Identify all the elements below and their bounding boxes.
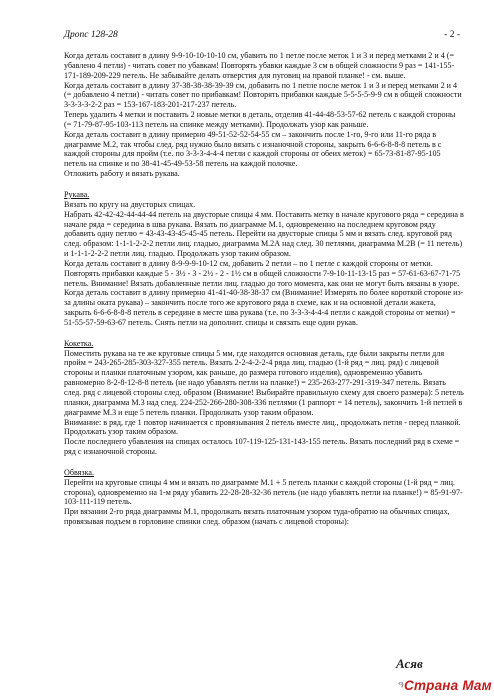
paragraph: Теперь удалить 4 метки и поставить 2 новые метки в деталь, отделив 41-44-48-53-57-62 петель с каждой стороны (= 71-79-87-95-103-113 петель на спинке между метками). Продолжать узор как раньше. xyxy=(64,110,456,129)
paragraph: Когда деталь составит в длину 37-38-38-38-39-39 см, добавить по 1 петле после меток 1 и 3 и перед метками 2 и 4 (= добавлено 4 петли) - читать совет по прибавкам! Повторять прибавки каждые 5-5-5-5-9-9 см в общей сложности 3-3-3-3-2-2 раз = 153-167-183-201-217-237 петель. xyxy=(64,80,462,110)
section-heading-sleeve: Рукава. xyxy=(64,189,90,199)
section-heading-binding: Обвязка. xyxy=(64,467,95,477)
paragraph: Поместить рукава на те же круговые спицы 5 мм, где находится основная деталь, где были закрыты петли для пройм = 243-265-285-303-327-355 петель. Вязать 2-2-4-2-2-4 ряда лиц. гладью (1-й ряд = лиц. ряд) с лицевой стороны и планки платочным узором, как раньше, до размера готового изделия), одновременно убавить равномерно 8-2-8-12-8-8 петель (не надо убавлять петли на планке!) = 235-263-277-291-319-347 петель. Вязать след. ряд с лицевой стороны след. образом (Внимание! Выбирайте правильную схему для своего размера): 5 петель планки, диаграмма М.3 над след. 224-252-266-280-308-336 петлями (1 раппорт = 14 петель), закончить 1-й петлей в диаграмме М.3 и еще 5 петель планки. Продолжать узор таким образом. xyxy=(64,348,464,417)
page-number: - 2 - xyxy=(444,30,460,40)
author-signature: Асяв xyxy=(396,656,423,671)
paragraph: Перейти на круговые спицы 4 мм и вязать по диаграмме М.1 + 5 петель планки с каждой стороны (1-й ряд = лиц. сторона), одновременно на 1-м ряду убавить 22-28-28-32-36 петель (не надо убавлять петли на планке!) = 85-91-97-103-111-119 петель. xyxy=(64,477,463,507)
paragraph: Вязать по кругу на двусторых спицах. xyxy=(64,199,196,209)
paragraph: Набрать 42-42-42-44-44-44 петель на двусторые спицы 4 мм. Поставить метку в начале кругового ряда = середина в начале ряда = середина в шва рукава. Вязать по диаграмме М.1, одновременно на последнем круговом ряду добавить одну петлю = 43-43-43-45-45-45 петель. Перейти на двусторые спицы 5 мм и вязать след. круговой ряд след. образом: 1-1-1-2-2-2 петли лиц. гладью, диаграмма М.2А над след. 30 петлями, диаграмма М.2В (= 11 петель) и 1-1-1-2-2-2 петли лиц. гладью. Продолжать узор таким образом. xyxy=(64,209,464,259)
section-heading-yoke: Кокетка. xyxy=(64,338,94,348)
paragraph: Внимание: в ряд, где 1 повтор начинается с провязывания 2 петель вместе лиц., продолжать петля - перед планкой. Продолжать узор таким образом. xyxy=(64,417,461,437)
paragraph: При вязании 2-го ряда диаграммы М.1, продолжать вязать платочным узором туда-обратно на обычных спицах, провязывая подъем в горловине спинки след. образом (начать с лицевой стороны): xyxy=(64,507,450,527)
paragraph: Когда деталь составит в длину примерно 49-51-52-52-54-55 см – закончить после 1-го, 9-го или 11-го ряда в диаграмме М.2, так чтобы след. ряд нужно было вязать с изнаночной стороны, закрыть 6-6-6-8-8-8 петель в с каждой стороны для пройм (т.е. по 3-3-3-4-4-4 петли с каждой стороны от обеих меток) = 65-73-81-87-95-105 петель на спинке и по 38-41-45-49-53-58 петель на каждой полочке. xyxy=(64,129,442,169)
document-body xyxy=(64,51,464,527)
site-watermark xyxy=(398,675,494,700)
watermark-text: Страна Мам xyxy=(404,678,492,693)
paragraph: После последнего убавления на спицах осталось 107-119-125-131-143-155 петель. Вязать последний ряд в схеме = ряд с изнаночной стороны. xyxy=(64,437,460,457)
document-title: Дропс 128-28 xyxy=(64,30,118,40)
paragraph: Когда деталь составит в длину 9-9-10-10-10-10 см, убавить по 1 петле после меток 1 и 3 и перед метками 2 и 4 (= убавлено 4 петли) - читать совет по убавкам! Повторять убавки каждые 3 см в общей сложности 9 раз = 141-155-171-189-209-229 петель. Не забывайте делать отверстия для пуговиц на правой планке! - см. выше. xyxy=(64,51,455,80)
stork-icon: ዓ xyxy=(398,680,404,691)
paragraph: Когда деталь составит в длину 8-9-9-9-10-12 см, добавить 2 петли – по 1 петле с каждой стороны от метки. Повторять прибавки каждые 5 - 3½ - 3 - 2½ - 2 - 1½ см в общей сложности 7-9-10-11-13-15 раз = 57-61-63-67-71-75 петель. Внимание! Вязать добавленные петли лиц. гладью до того момента, как они не могут быть вязаны в узоре. Когда деталь составит в длину примерно 41-41-40-38-38-37 см (Внимание! Измерять по более короткой стороне из-за длины оката рукава) – закончить после того же кругового ряда в схеме, как и на основной детали жакета, закрыть 6-6-6-8-8-8 петель в середине в месте шва рукава (т.е. по 3-3-3-4-4-4 петли с каждой стороны от метки) = 51-55-57-59-63-67 петель. Снять петли на дополнит. спицы и связать еще один рукав. xyxy=(64,258,464,327)
paragraph: Отложить работу и вязать рукава. xyxy=(64,169,180,179)
